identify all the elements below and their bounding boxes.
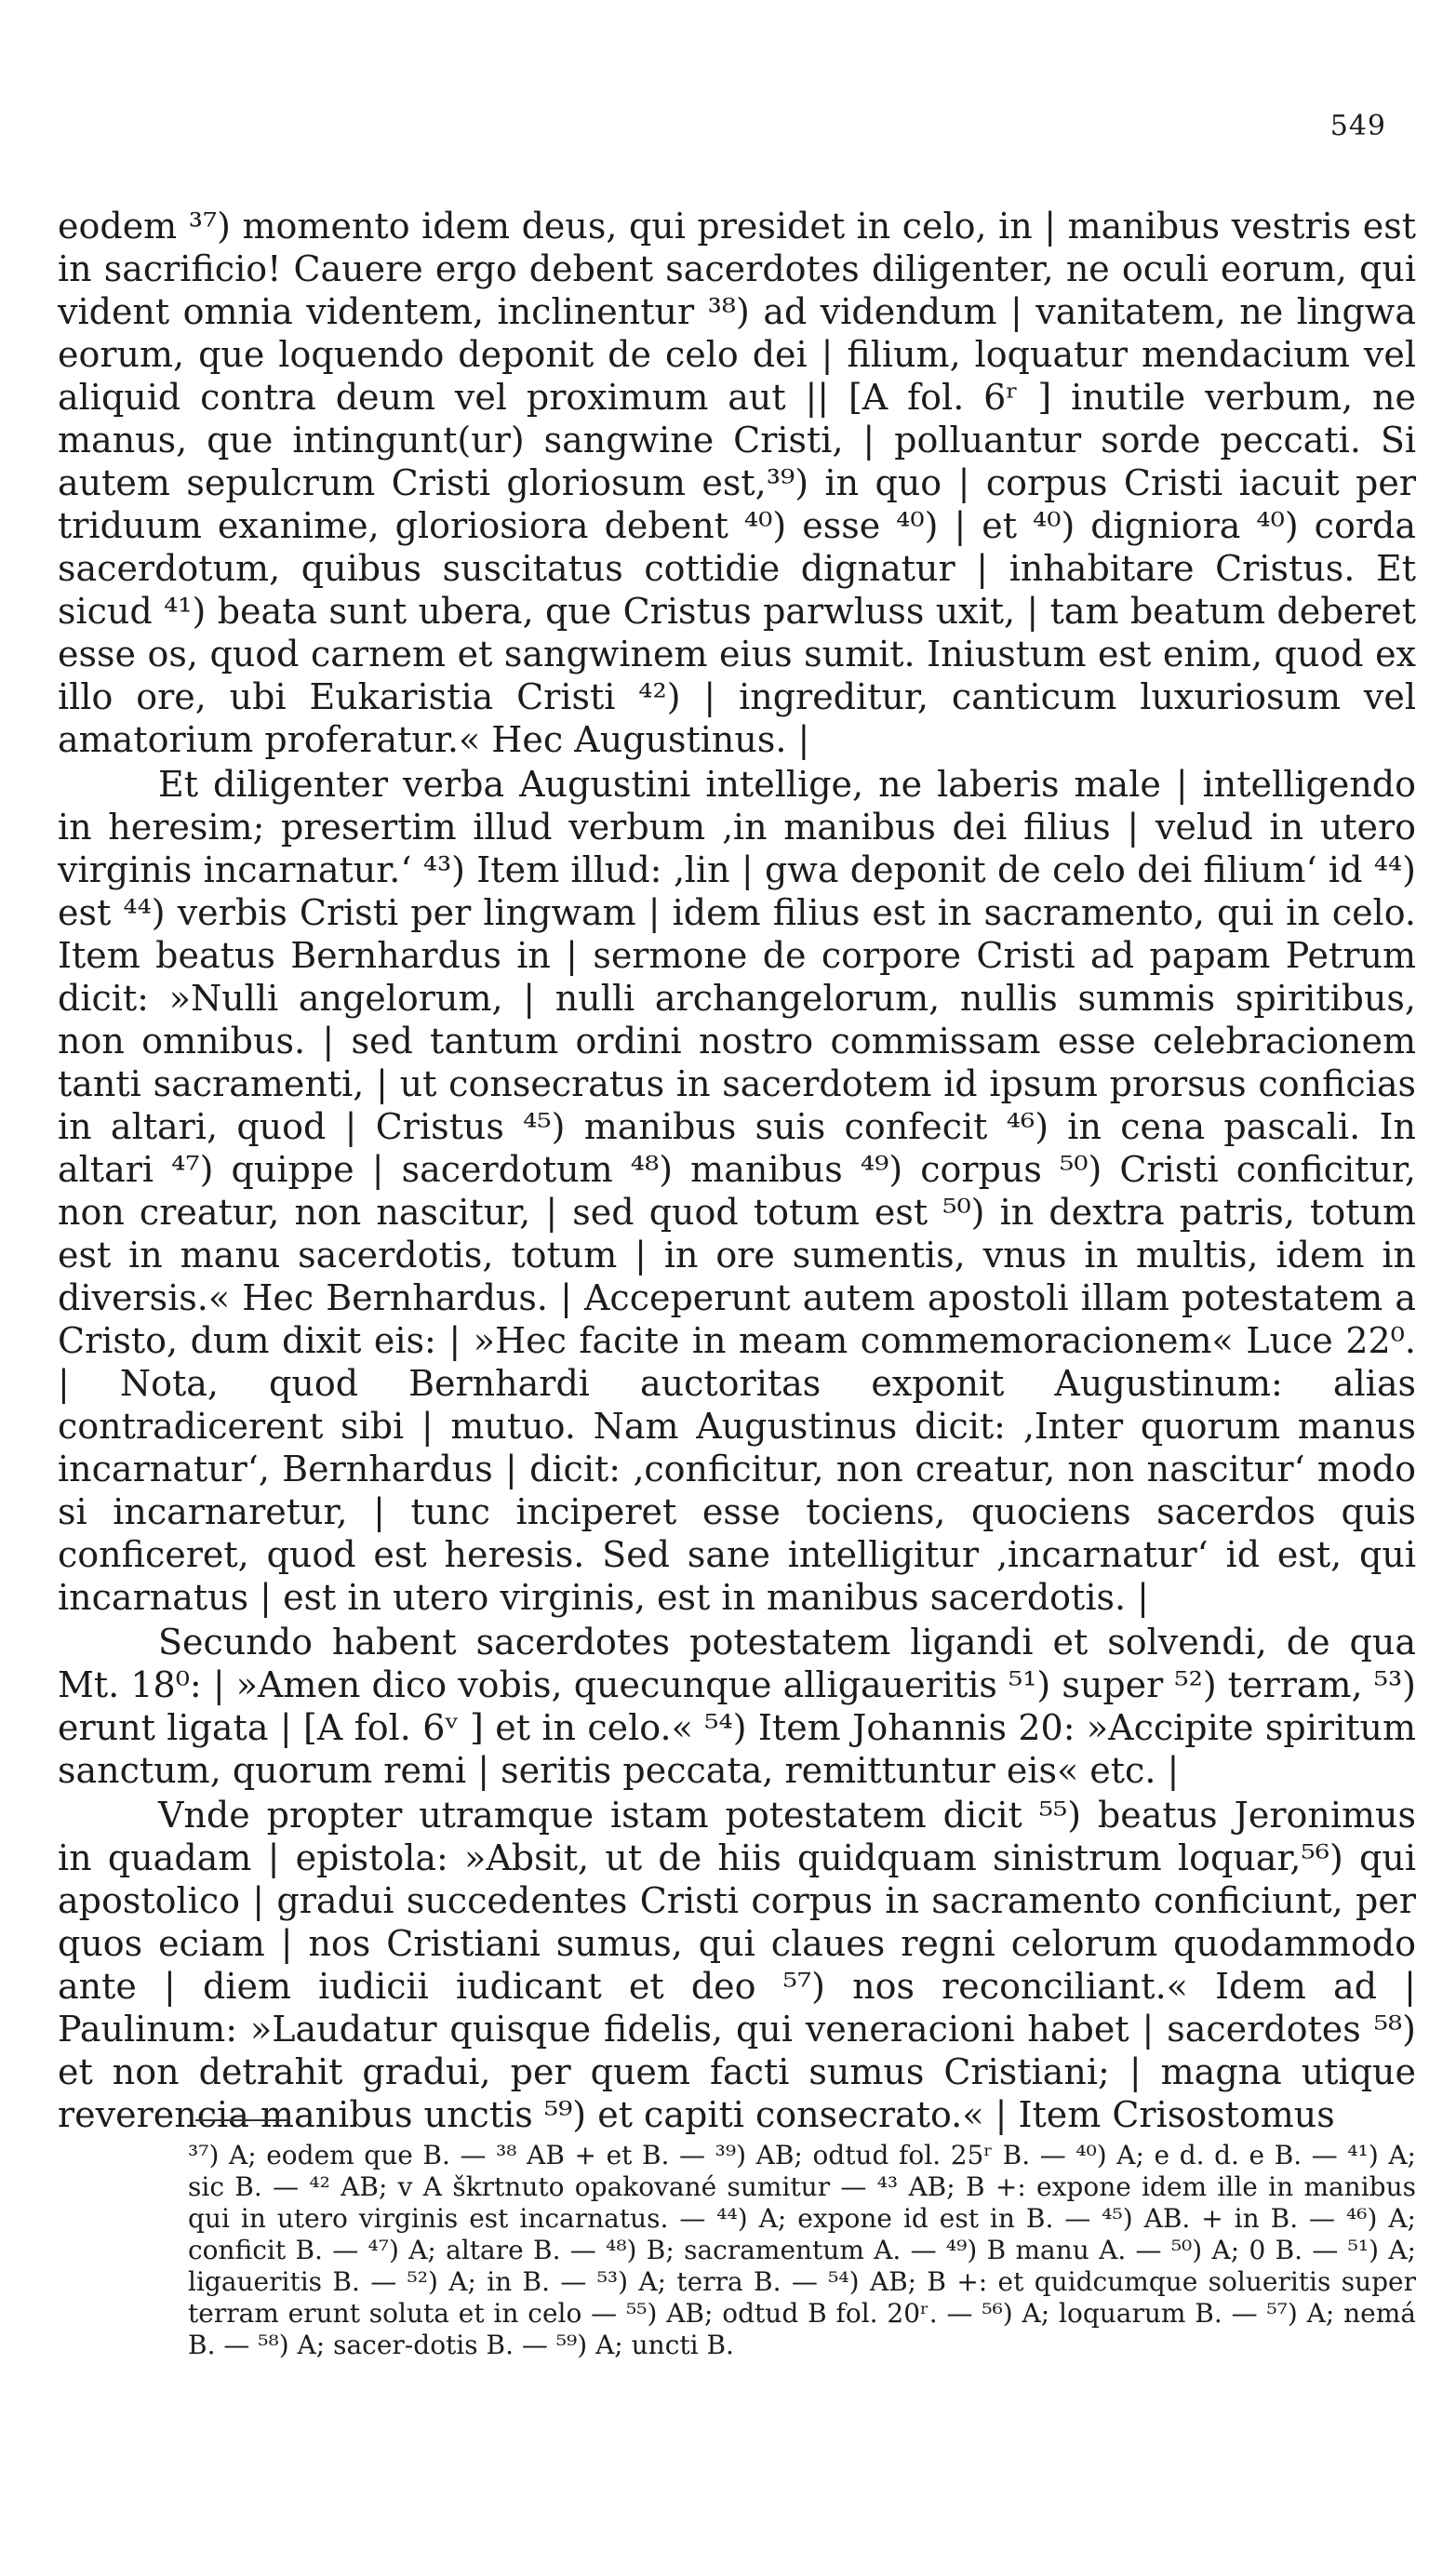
paragraph-3: Secundo habent sacerdotes potestatem ligandi et solvendi, de qua Mt. 18⁰: | »Amen dico vobis, quecunque alligaueritis ⁵¹) super ⁵²) terram, ⁵³) erunt ligata | [A fol. 6ᵛ ] et in celo.« ⁵⁴) Item Johannis 20: »Accipite spiritum sanctum, quorum remi | seritis peccata, remittuntur eis« etc. |	[58, 1622, 1416, 1791]
footnotes	[58, 2140, 1416, 2361]
paragraph-1: eodem ³⁷) momento idem deus, qui presidet in celo, in | manibus vestris est in sacrificio! Cauere ergo debent sacerdotes diligenter, ne oculi eorum, qui vident omnia videntem, inclinentur ³⁸) ad videndum | vanitatem, ne lingwa eorum, que loquendo deponit de celo dei | filium, loquatur mendacium vel aliquid contra deum vel proximum aut || [A fol. 6ʳ ] inutile verbum, ne manus, que intingunt(ur) sangwine Cristi, | polluantur sorde peccati. Si autem sepulcrum Cristi gloriosum est,³⁹) in quo | corpus Cristi iacuit per triduum exanime, gloriosiora debent ⁴⁰) esse ⁴⁰) | et ⁴⁰) digniora ⁴⁰) corda sacerdotum, quibus suscitatus cottidie dignatur | inhabitare Cristus. Et sicud ⁴¹) beata sunt ubera, que Cristus parwluss uxit, | tam beatum deberet esse os, quod carnem et sangwinem eius sumit. Iniustum est enim, quod ex illo ore, ubi Eukaristia Cristi ⁴²) | ingreditur, canticum luxuriosum vel amatorium proferatur.« Hec Augustinus. |	[58, 206, 1416, 760]
page-number: 549	[1329, 110, 1386, 142]
body-text	[58, 205, 1416, 2136]
footnote-text: ³⁷) A; eodem que B. — ³⁸ AB + et B. — ³⁹) AB; odtud fol. 25ʳ B. — ⁴⁰) A; e d. d. e B. — ⁴¹) A; sic B. — ⁴² AB; v A škrtnuto opakované sumitur — ⁴³ AB; B +: expone idem ille in manibus qui in utero virginis est incarnatus. — ⁴⁴) A; expone id est in B. — ⁴⁵) AB. + in B. — ⁴⁶) A; conficit B. — ⁴⁷) A; altare B. — ⁴⁸) B; sacramentum A. — ⁴⁹) B manu A. — ⁵⁰) A; 0 B. — ⁵¹) A; ligaueritis B. — ⁵²) A; in B. — ⁵³) A; terra B. — ⁵⁴) AB; B +: et quidcumque solueritis super terram erunt soluta et in celo — ⁵⁵) AB; odtud B fol. 20ʳ. — ⁵⁶) A; loquarum B. — ⁵⁷) A; nemá B. — ⁵⁸) A; sacer-dotis B. — ⁵⁹) A; uncti B.	[188, 2140, 1416, 2360]
paragraph-2: Et diligenter verba Augustini intellige, ne laberis male | intelligendo in heresim; presertim illud verbum ‚in manibus dei filius | velud in utero virginis incarnatur.‘ ⁴³) Item illud: ‚lin | gwa deponit de celo dei filium‘ id ⁴⁴) est ⁴⁴) verbis Cristi per lingwam | idem filius est in sacramento, qui in celo. Item beatus Bernhardus in | sermone de corpore Cristi ad papam Petrum dicit: »Nulli angelorum, | nulli archangelorum, nullis summis spiritibus, non omnibus. | sed tantum ordini nostro commissam esse celebracionem tanti sacramenti, | ut consecratus in sacerdotem id ipsum prorsus conficias in altari, quod | Cristus ⁴⁵) manibus suis confecit ⁴⁶) in cena pascali. In altari ⁴⁷) quippe | sacerdotum ⁴⁸) manibus ⁴⁹) corpus ⁵⁰) Cristi conficitur, non creatur, non nascitur, | sed quod totum est ⁵⁰) in dextra patris, totum est in manu sacerdotis, totum | in ore sumentis, vnus in multis, idem in diversis.« Hec Bernhardus. | Acceperunt autem apostoli illam potestatem a Cristo, dum dixit eis: | »Hec facite in meam commemoracionem« Luce 22⁰. | Nota, quod Bernhardi auctoritas exponit Augustinum: alias contradicerent sibi | mutuo. Nam Augustinus dicit: ‚Inter quorum manus incarnatur‘, Bernhardus | dicit: ‚conficitur, non creatur, non nascitur‘ modo si incarnaretur, | tunc inciperet esse tociens, quociens sacerdos quis conficeret, quod est heresis. Sed sane intelligitur ‚incarnatur‘ id est, qui incarnatus | est in utero virginis, est in manibus sacerdotis. |	[58, 764, 1416, 1618]
paragraph-4: Vnde propter utramque istam potestatem dicit ⁵⁵) beatus Jeronimus in quadam | epistola: »Absit, ut de hiis quidquam sinistrum loquar,⁵⁶) qui apostolico | gradui succedentes Cristi corpus in sacramento conficiunt, per quos eciam | nos Cristiani sumus, qui claues regni celorum quodammodo ante | diem iudicii iudicant et deo ⁵⁷) nos reconciliant.« Idem ad | Paulinum: »Laudatur quisque fidelis, qui veneracioni habet | sacerdotes ⁵⁸) et non detrahit gradui, per quem facti sumus Cristiani; | magna utique reverencia manibus unctis ⁵⁹) et capiti consecrato.« | Item Crisostomus	[58, 1795, 1416, 2135]
footnote-separator	[195, 2119, 288, 2121]
